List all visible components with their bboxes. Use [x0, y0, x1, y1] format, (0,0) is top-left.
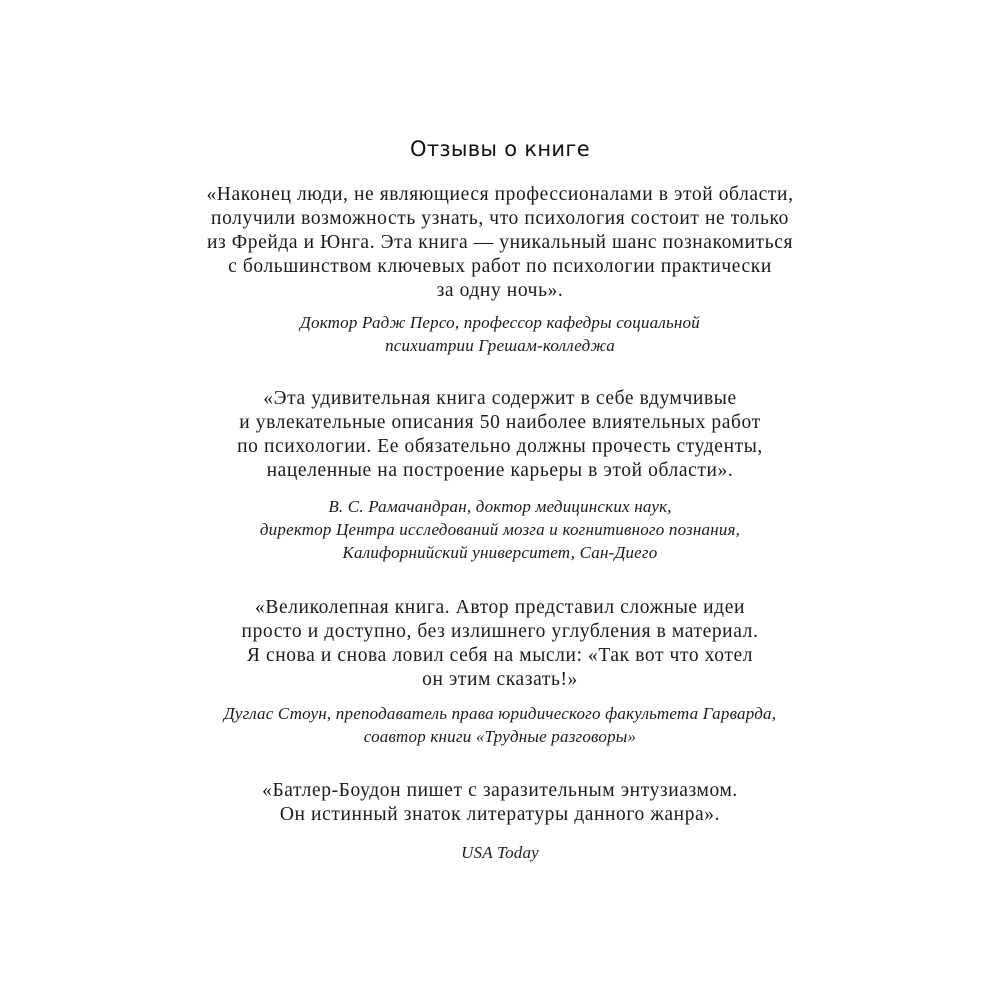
quote-line: из Фрейда и Юнга. Эта книга — уникальный шанс познакомиться [206, 232, 794, 253]
quote-line: просто и доступно, без излишнего углубления в материал. [241, 621, 759, 642]
quote-line: с большинством ключевых работ по психологии практически [228, 256, 772, 277]
quote-line: он этим сказать!» [422, 669, 578, 690]
quote-line: и увлекательные описания 50 наиболее влиятельных работ [239, 412, 761, 433]
review-4-quote [0, 779, 1000, 827]
attribution-line: психиатрии Грешам-колледжа [385, 336, 615, 355]
review-3-attribution [0, 702, 1000, 748]
attribution-line: Доктор Радж Персо, профессор кафедры социальной [300, 313, 700, 332]
quote-line: получили возможность узнать, что психология состоит не только [211, 208, 789, 229]
quote-line: Я снова и снова ловил себя на мысли: «Так вот что хотел [246, 645, 754, 666]
quote-line: «Батлер-Боудон пишет с заразительным энтузиазмом. [262, 780, 738, 801]
attribution-line: В. С. Рамачандран, доктор медицинских наук, [328, 497, 672, 516]
quote-line: «Великолепная книга. Автор представил сложные идеи [255, 597, 745, 618]
quote-line: за одну ночь». [436, 280, 564, 301]
page-title: Отзывы о книге [410, 137, 590, 161]
review-3-quote [0, 596, 1000, 692]
quote-line: нацеленные на построение карьеры в этой области». [266, 460, 734, 481]
attribution-line: Калифорнийский университет, Сан-Диего [342, 543, 658, 562]
attribution-line: USA Today [461, 843, 539, 862]
attribution-line: директор Центра исследований мозга и когнитивного познания, [259, 520, 741, 539]
review-4-attribution [0, 841, 1000, 864]
quote-line: «Эта удивительная книга содержит в себе вдумчивые [263, 388, 737, 409]
attribution-line: соавтор книги «Трудные разговоры» [363, 727, 637, 746]
quote-line: «Наконец люди, не являющиеся профессионалами в этой области, [206, 184, 794, 205]
attribution-line: Дуглас Стоун, преподаватель права юридического факультета Гарварда, [223, 704, 777, 723]
review-1-attribution [0, 311, 1000, 357]
review-1-quote [0, 183, 1000, 303]
review-2-quote [0, 387, 1000, 483]
review-2-attribution [0, 495, 1000, 564]
quote-line: Он истинный знаток литературы данного жанра». [279, 804, 721, 825]
quote-line: по психологии. Ее обязательно должны прочесть студенты, [237, 436, 763, 457]
